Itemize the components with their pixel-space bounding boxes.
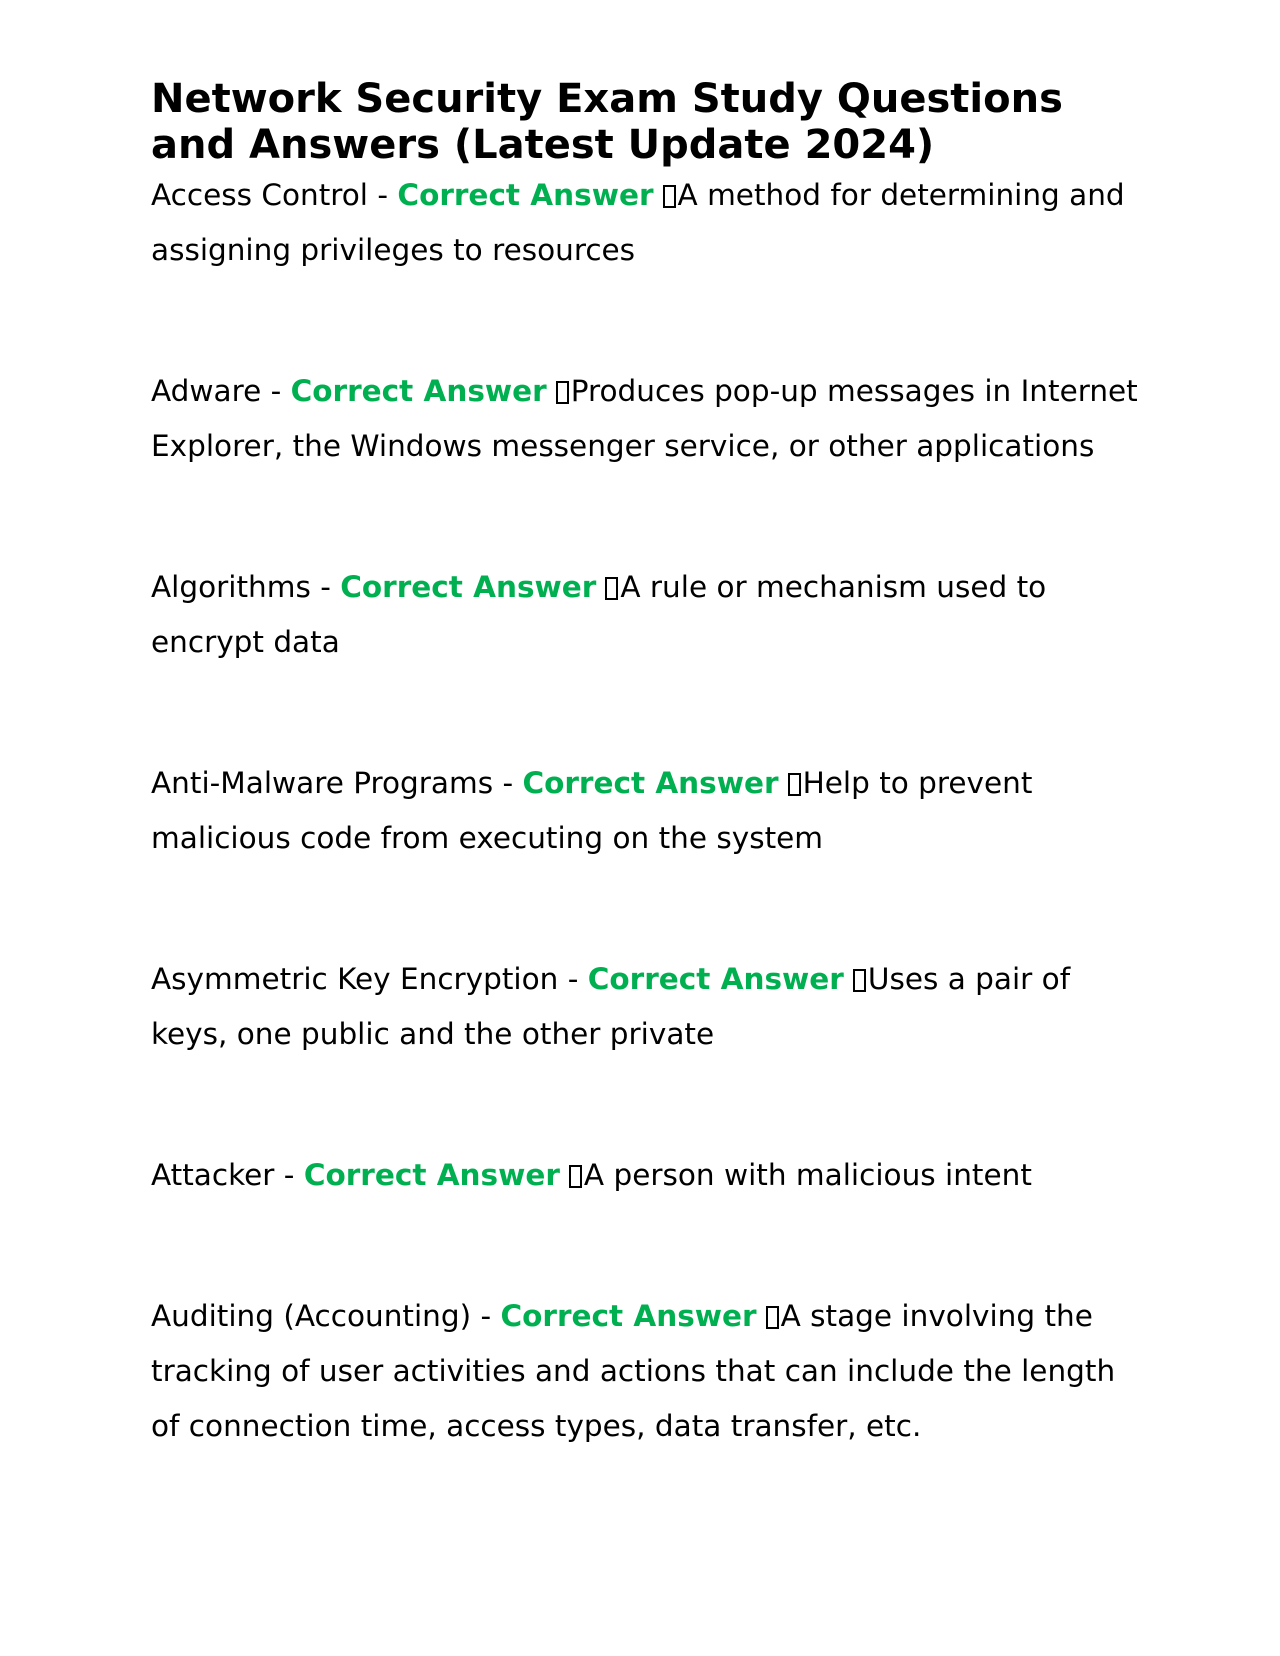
correct-answer-label: Correct Answer	[500, 1299, 757, 1333]
entry-separator: -	[261, 374, 291, 408]
missing-glyph-icon	[556, 381, 569, 404]
entry-term: Algorithms	[151, 570, 311, 604]
missing-glyph-icon	[853, 969, 866, 992]
missing-glyph-icon	[663, 185, 676, 208]
correct-answer-label: Correct Answer	[303, 1158, 560, 1192]
entry-term: Anti-Malware Programs	[151, 766, 494, 800]
entry-definition: Help to prevent malicious code from executing on the system	[151, 766, 1033, 855]
entry-term: Auditing (Accounting)	[151, 1299, 472, 1333]
entry-term: Attacker	[151, 1158, 275, 1192]
missing-glyph-icon	[605, 577, 618, 600]
entry-separator: -	[310, 570, 341, 604]
qa-entry-adware	[151, 364, 1141, 474]
correct-answer-label: Correct Answer	[587, 962, 844, 996]
document-title: Network Security Exam Study Questions and Answers (Latest Update 2024)	[151, 76, 1063, 168]
entry-separator: -	[493, 766, 523, 800]
entry-separator: -	[274, 1158, 304, 1192]
correct-answer-label: Correct Answer	[290, 374, 547, 408]
missing-glyph-icon	[766, 1306, 779, 1329]
entry-definition: Produces pop-up messages in Internet Explorer, the Windows messenger service, or other applications	[151, 374, 1138, 463]
correct-answer-label: Correct Answer	[397, 178, 654, 212]
entry-definition: A method for determining and assigning privileges to resources	[151, 178, 1125, 267]
qa-entry-anti-malware-programs	[151, 756, 1141, 866]
correct-answer-label: Correct Answer	[522, 766, 779, 800]
document-page	[151, 76, 1141, 1454]
entry-separator: -	[471, 1299, 501, 1333]
entry-term: Adware	[151, 374, 262, 408]
qa-entry-attacker	[151, 1148, 1141, 1203]
entry-separator: -	[368, 178, 398, 212]
correct-answer-label: Correct Answer	[340, 570, 597, 604]
entry-term: Asymmetric Key Encryption	[151, 962, 559, 996]
entry-definition: A rule or mechanism used to encrypt data	[151, 570, 1047, 659]
entry-separator: -	[558, 962, 588, 996]
qa-entry-asymmetric-key-encryption	[151, 952, 1141, 1062]
entry-definition: A person with malicious intent	[583, 1158, 1032, 1192]
qa-entry-auditing-accounting	[151, 1289, 1141, 1454]
entry-definition: Uses a pair of keys, one public and the other private	[151, 962, 1071, 1051]
entry-definition: A stage involving the tracking of user activities and actions that can include the length of connection time, access types, data transfer, etc.	[151, 1299, 1116, 1443]
qa-list	[151, 168, 1141, 1454]
entry-term: Access Control	[151, 178, 369, 212]
missing-glyph-icon	[569, 1165, 582, 1188]
qa-entry-algorithms	[151, 560, 1141, 670]
qa-entry-access-control	[151, 168, 1141, 278]
missing-glyph-icon	[788, 773, 801, 796]
